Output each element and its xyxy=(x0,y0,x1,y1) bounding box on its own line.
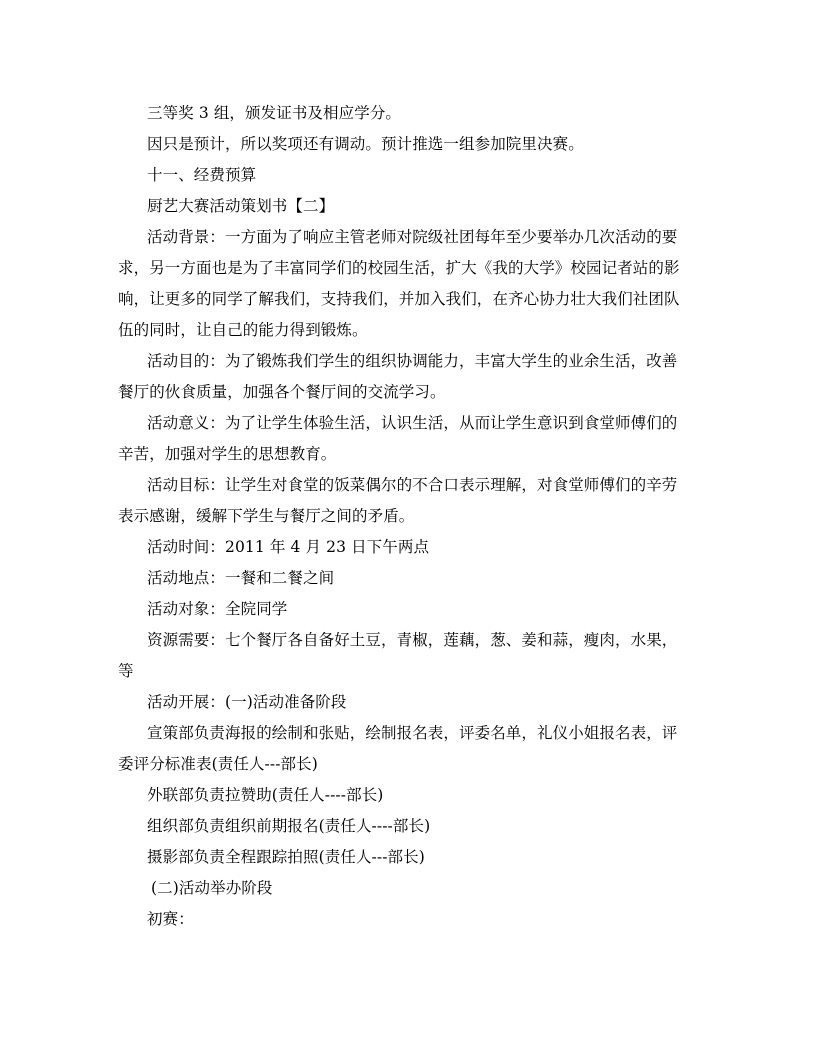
text-line: 活动时间：2011 年 4 月 23 日下午两点 xyxy=(147,538,430,556)
text-line: 活动对象：全院同学 xyxy=(147,600,288,618)
section-heading-budget xyxy=(118,160,698,191)
text-line: 活动地点：一餐和二餐之间 xyxy=(147,569,335,587)
paragraph-resources xyxy=(118,625,698,687)
paragraph-goal xyxy=(118,470,698,532)
text-line: 求，另一方面也是为了丰富同学们的校园生活，扩大《我的大学》校园记者站的影 xyxy=(118,259,680,277)
paragraph-outreach-dept xyxy=(118,780,698,811)
paragraph-photography-dept xyxy=(118,842,698,873)
document-body xyxy=(118,98,698,935)
paragraph-third-prize xyxy=(118,98,698,129)
text-line: 因只是预计，所以奖项还有调动。预计推选一组参加院里决赛。 xyxy=(147,135,584,153)
text-line: 摄影部负责全程跟踪拍照(责任人---部长) xyxy=(147,848,425,866)
paragraph-background xyxy=(118,222,698,346)
text-line: 宣策部负责海报的绘制和张贴，绘制报名表，评委名单，礼仪小姐报名表，评 xyxy=(147,724,678,742)
text-line: 活动目的：为了锻炼我们学生的组织协调能力，丰富大学生的业余生活，改善 xyxy=(147,352,678,370)
text-line: 伍的同时，让自己的能力得到锻炼。 xyxy=(118,321,368,339)
paragraph-significance xyxy=(118,408,698,470)
text-line: 餐厅的伙食质量，加强各个餐厅间的交流学习。 xyxy=(118,383,446,401)
text-line: 活动目标：让学生对食堂的饭菜偶尔的不合口表示理解，对食堂师傅们的辛劳 xyxy=(147,476,678,494)
text-line: 初赛： xyxy=(147,910,194,928)
paragraph-organization-dept xyxy=(118,811,698,842)
text-line: 委评分标准表(责任人---部长) xyxy=(118,755,318,773)
paragraph-location xyxy=(118,563,698,594)
paragraph-time xyxy=(118,532,698,563)
paragraph-preliminary xyxy=(118,904,698,935)
paragraph-publicity-dept xyxy=(118,718,698,780)
paragraph-activity-start xyxy=(118,687,698,718)
text-line: 外联部负责拉赞助(责任人----部长) xyxy=(147,786,384,804)
text-line: 等 xyxy=(118,662,134,680)
text-line: 组织部负责组织前期报名(责任人----部长) xyxy=(147,817,431,835)
text-line: 辛苦，加强对学生的思想教育。 xyxy=(118,445,337,463)
text-line: 资源需要：七个餐厅各自备好土豆，青椒，莲藕，葱、姜和蒜，瘦肉，水果， xyxy=(147,631,678,649)
text-line: 活动意义：为了让学生体验生活，认识生活，从而让学生意识到食堂师傅们的 xyxy=(147,414,678,432)
paragraph-award-note xyxy=(118,129,698,160)
text-line: 十一、经费预算 xyxy=(147,166,257,184)
text-line: 表示感谢，缓解下学生与餐厅之间的矛盾。 xyxy=(118,507,415,525)
text-line: (二)活动举办阶段 xyxy=(151,879,273,897)
text-line: 活动开展：(一)活动准备阶段 xyxy=(147,693,347,711)
paragraph-event-stage xyxy=(118,873,698,904)
paragraph-audience xyxy=(118,594,698,625)
text-line: 厨艺大赛活动策划书【二】 xyxy=(147,197,335,215)
paragraph-purpose xyxy=(118,346,698,408)
document-title-part-two xyxy=(118,191,698,222)
text-line: 响，让更多的同学了解我们，支持我们，并加入我们，在齐心协力壮大我们社团队 xyxy=(118,290,680,308)
text-line: 活动背景：一方面为了响应主管老师对院级社团每年至少要举办几次活动的要 xyxy=(147,228,678,246)
text-line: 三等奖 3 组，颁发证书及相应学分。 xyxy=(147,104,402,122)
